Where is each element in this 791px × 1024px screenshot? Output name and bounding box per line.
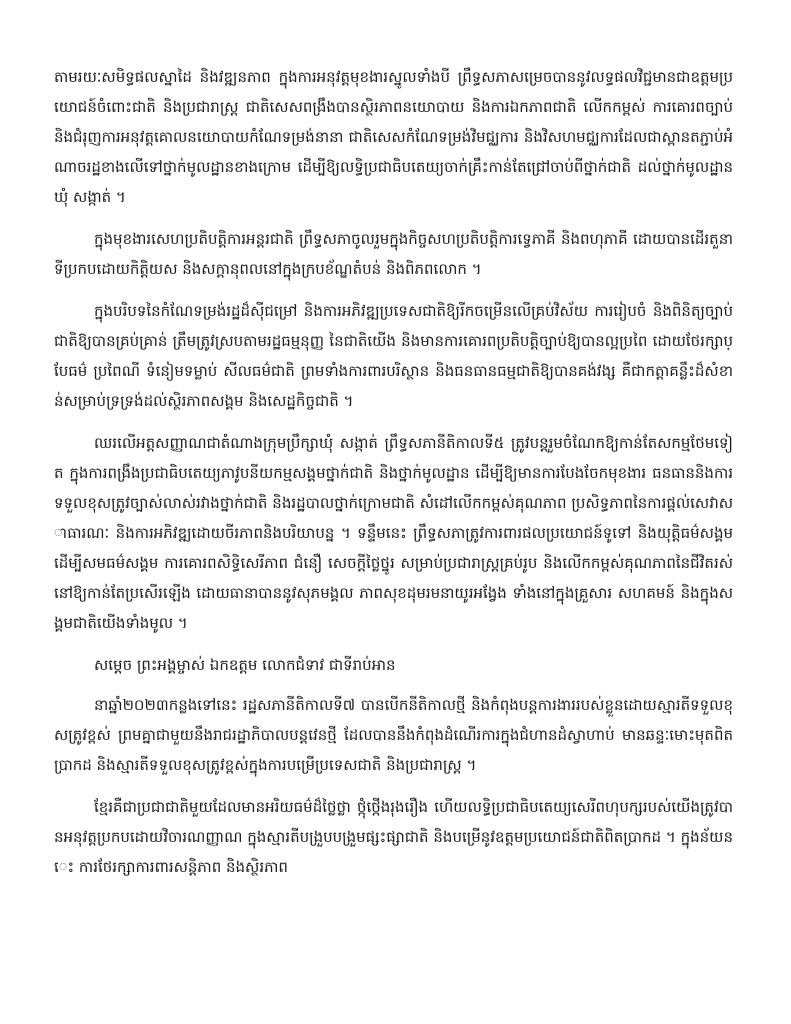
paragraph-achievements: តាមរយៈសមិទ្ធផលស្នាដៃ និងវឌ្ឍនភាព ក្នុងការអនុវត្តមុខងារស្នូលទាំងបី ព្រឹទ្ធសភាសម្រេចបាននូវលទ្ធផលវិជ្ជមានជាឧត្តមប្រយោជន៍ចំពោះជាតិ និងប្រជារាស្ត្រ ជាតិសេសពង្រឹងបានស្ថិរភាពនយោបាយ និងការឯកភាពជាតិ លើកកម្ពស់ ការគោរពច្បាប់ និងជំរុញការអនុវត្តគោលនយោបាយកំណែទម្រង់នានា ជាតិសេសកំណែទម្រង់វិមជ្ឈការ និងវិសហមជ្ឈការដែលជាស្ពានតភ្ជាប់អំណាចរដ្ឋខាងលើទៅថ្នាក់មូលដ្ឋានខាងក្រោម ដើម្បីឱ្យលទ្ធិប្រជាធិបតេយ្យចាក់គ្រឹះកាន់តែជ្រៅចាប់ពីថ្នាក់ជាតិ ដល់ថ្នាក់មូលដ្ឋានឃុំ សង្កាត់ ។ xyxy=(54,68,733,206)
salutation-line: សម្តេច ព្រះអង្គម្ចាស់ ឯកឧត្តម លោកជំទាវ ជាទីរាប់អាន xyxy=(94,656,396,674)
paragraph-international-cooperation: ក្នុងមុខងារសេហប្រតិបត្តិការអន្តរជាតិ ព្រឹទ្ធសភាចូលរួមក្នុងកិច្ចសហប្រតិបត្តិការទ្វេភាគី និងពហុភាគី ដោយបានដើរតួនាទីប្រកបដោយកិត្តិយស និងសក្តានុពលនៅក្នុងក្របខ័ណ្ឌតំបន់ និងពិភពលោក ។ xyxy=(54,230,733,278)
paragraph-state-reform: ក្នុងបរិបទនៃកំណែទម្រង់រដ្ឋដ៏ស៊ីជម្រៅ និងការអភិវឌ្ឍប្រទេសជាតិឱ្យរីកចម្រើនលើគ្រប់វិស័យ ការរៀបចំ និងពិនិត្យច្បាប់ជាតិឱ្យបានគ្រប់គ្រាន់ ត្រឹមត្រូវស្របតាមរដ្ឋធម្មនុញ្ញ នៃជាតិយើង និងមានការគោរពប្រតិបត្តិច្បាប់ឱ្យបានល្អប្រពៃ ដោយថែរក្សាប្បែធម៌ ប្រពៃណី ទំនៀមទម្លាប់ សីលធម៌ជាតិ ព្រមទាំងការពារបរិស្ថាន និងធនធានធម្មជាតិឱ្យបានគង់វង្ស គឺជាកត្តាគន្លឹះដ៏សំខាន់សម្រាប់ទ្រទ្រង់ដល់ស្ថិរភាពសង្គម និងសេដ្ឋកិច្ចជាតិ ។ xyxy=(54,302,733,410)
paragraph-senate-role: ឈរលើអត្តសញ្ញាណជាតំណាងក្រុមប្រឹក្សាឃុំ សង្កាត់ ព្រឹទ្ធសភានីតិកាលទី៥ ត្រូវបន្តរួមចំណែកឱ្យកាន់តែសកម្មថែមទៀត ក្នុងការពង្រឹងប្រជាធិបតេយ្យភាវូបនីយកម្មសង្គមថ្នាក់ជាតិ និងថ្នាក់មូលដ្ឋាន ដើម្បីឱ្យមានការបែងចែកមុខងារ ធនធាននិងការទទួលខុសត្រូវច្បាស់លាស់រវាងថ្នាក់ជាតិ និងរដ្ឋបាលថ្នាក់ក្រោមជាតិ សំដៅលើកកម្ពស់គុណភាព ប្រសិទ្ធភាពនៃការផ្តល់សេវាសាធារណៈ និងការអភិវឌ្ឍដោយចីរភាពនិងបរិយាបន្ន ។ ទន្ទឹមនេះ ព្រឹទ្ធសភាត្រូវការពារផលប្រយោជន៍ទូទៅ និងយុត្តិធម៌សង្គម ដើម្បីសមធម៌សង្គម ការគោរពសិទ្ធិសេរីភាព ជំនឿ សេចក្តីថ្លៃថ្នូរ សម្រាប់ប្រជារាស្ត្រគ្រប់រូប និងលើកកម្ពស់គុណភាពនៃជីវិតរស់នៅឱ្យកាន់តែប្រសើរឡើង ដោយធានាបាននូវសុភមង្គល ភាពសុខដុមរមនាយូរអង្វែង ទាំងនៅក្នុងគ្រួសារ សហគមន៍ និងក្នុងសង្គមជាតិយើងទាំងមូល ។ xyxy=(54,434,733,632)
paragraph-khmer-nation: ខ្មែរគឺជាប្រជាជាតិមួយដែលមានអរិយធម៌ដ៏ថ្លៃថ្លា ថ្កុំថ្កើងរុងរឿង ហើយលទ្ធិប្រជាធិបតេយ្យសេរីពហុបក្សរបស់យើងត្រូវបានអនុវត្តប្រកបដោយវិចារណញ្ញាណ ក្នុងស្មារតីបង្រួបបង្រួមផ្សះផ្សាជាតិ និងបម្រើនូវឧត្តមប្រយោជន៍ជាតិពិតប្រាកដ ។ ក្នុងន័យនេះ ការថែរក្សាការពារសន្តិភាព និងស្ថិរភាព xyxy=(54,798,733,876)
paragraph-national-assembly: នាឆ្នាំ២០២៣កន្លងទៅនេះ រដ្ឋសភានីតិកាលទី៧ បានបើកនីតិកាលថ្មី និងកំពុងបន្តការងាររបស់ខ្លួនដោយស្មារតីទទួលខុសត្រូវខ្ពស់ ព្រមគ្នាជាមួយនឹងរាជរដ្ឋាភិបាលបន្តវេនថ្មី ដែលបាននឹងកំពុងដំណើរការក្នុងជំហានដំស្វាហាប់ មានឆន្ទៈមោះមុតពិតប្រាកដ និងស្មារតីទទួលខុសត្រូវខ្ពស់ក្នុងការបម្រើប្រទេសជាតិ និងប្រជារាស្ត្រ ។ xyxy=(54,696,733,774)
